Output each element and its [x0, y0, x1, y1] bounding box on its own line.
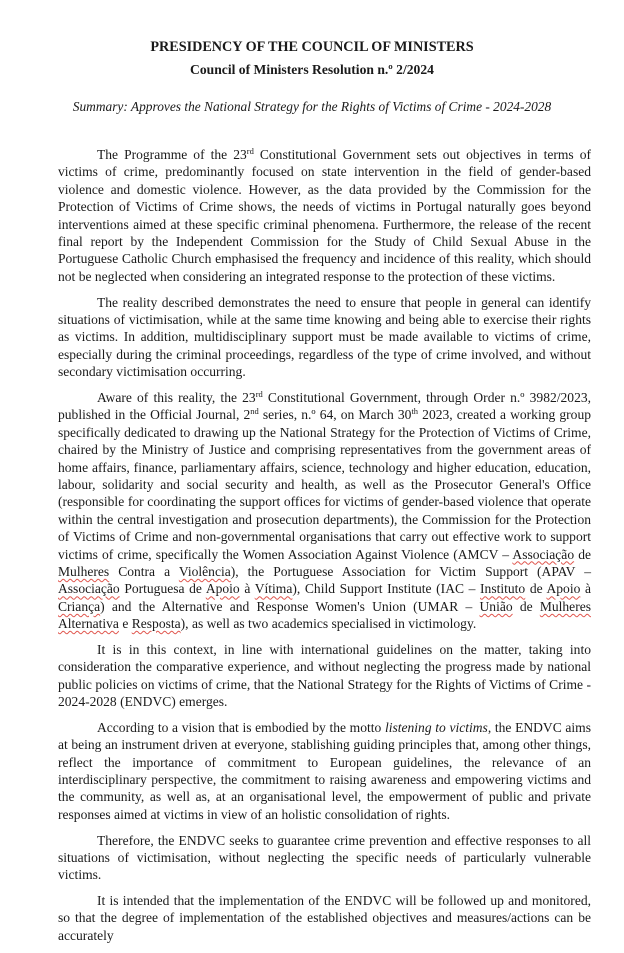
text: de	[525, 581, 547, 597]
document-heading: PRESIDENCY OF THE COUNCIL OF MINISTERS	[150, 39, 474, 55]
text: Contra a	[109, 563, 179, 579]
spellcheck-word[interactable]: Associação	[512, 546, 575, 562]
spellcheck-word[interactable]: Mulheres	[58, 563, 110, 579]
paragraph-7: It is intended that the implementation of the ENDVC will be followed up and monitored, so that the degree of implementation of the established objectives and measures/actions can be accurately	[58, 893, 591, 943]
paragraph-1	[58, 146, 591, 285]
text: According to a vision that is embodied by the motto	[97, 719, 385, 735]
superscript: rd	[255, 388, 263, 399]
text: de	[574, 546, 591, 562]
text: à	[239, 581, 255, 597]
superscript: rd	[246, 146, 254, 156]
text: ), the Portuguese Association for Victim Support (APAV –	[230, 563, 591, 579]
paragraph-5	[58, 719, 591, 823]
spellcheck-word[interactable]: Instituto	[480, 581, 526, 597]
summary: Summary: Approves the National Strategy for the Rights of Victims of Crime - 2024-2028	[72, 99, 552, 114]
paragraph-6: Therefore, the ENDVC seeks to guarantee crime prevention and effective responses to all situations of victimisation, without neglecting the specific needs of particularly vulnerable victims.	[58, 832, 591, 883]
paragraph-3	[58, 389, 591, 633]
text: Aware of this reality, the 23	[97, 389, 256, 405]
paragraph-2: The reality described demonstrates the need to ensure that people in general can identify situations of victimisation, while at the same time knowing and being able to exercise their rights as victims. In addition, multidisciplinary support must be made available to victims of crime, especially during the criminal proceedings, regardless of the type of crime involved, and without secondary victimisation occurring.	[58, 294, 591, 380]
spellcheck-word[interactable]: União	[479, 598, 513, 614]
spellcheck-word[interactable]: Mulheres	[539, 598, 591, 614]
motto: listening to victims	[384, 719, 488, 735]
spellcheck-word[interactable]: Apoio	[546, 581, 581, 597]
superscript: nd	[250, 406, 259, 417]
text: series, n.º 64, on March 30	[258, 407, 412, 423]
text: , the ENDVC aims at being an instrument driven at everyone, stablishing guiding principles that, among other things, reflect the importance of commitment to European guidelines, the relevance of an interdisciplinary perspective, the commitment to raising awareness and empowering victims and the community, as well as, at an organisational level, the empowerment of public and private responses aimed at victims in view of an holistic consolidation of rights.	[58, 719, 591, 822]
spellcheck-word[interactable]: Vítima	[254, 581, 293, 597]
text: The Programme of the 23	[97, 147, 247, 162]
text: ), Child Support Institute (IAC –	[292, 581, 481, 597]
spellcheck-word[interactable]: Apoio	[205, 581, 240, 597]
text: ), as well as two academics specialised in victimology.	[180, 616, 477, 632]
text: Portuguesa de	[119, 581, 206, 597]
text: ) and the Alternative and Response Women's Union (UMAR –	[100, 598, 480, 614]
text: à	[580, 581, 592, 597]
text: e	[118, 616, 132, 632]
text: Constitutional Government sets out objectives in terms of victims of crime, predominantly focused on state intervention in the field of gender-based violence and domestic violence. However, as the data provided by the Commission for the Protection of Victims of Crime shows, the needs of victims in Portugal naturally goes beyond interventions aimed at these specific criminal phenomena. Furthermore, the release of the recent final report by the Independent Commission for the Study of Child Sexual Abuse in the Portuguese Catholic Church emphasised the frequency and incidence of this reality, which should not be neglected when considering an integrated response to the protection of these victims.	[58, 147, 591, 284]
text: 2023, created a working group specifically dedicated to drawing up the National Strategy for the Protection of Victims of Crime, chaired by the Ministry of Justice and comprising representatives from the government areas of home affairs, finance, parliamentary affairs, science, technology and higher education, education, labour, solidarity and social security and health, as well as the Prosecutor General's Office (responsible for coordinating the support offices for victims of gender-based violence that operate within the central investigation and prosecution departments), the Commission for the Protection of Victims of Crime and non-governmental organisations that carry out effective work to support victims of crime, specifically the Women Association Against Violence (AMCV –	[58, 407, 591, 562]
spellcheck-word[interactable]: Associação	[58, 581, 120, 597]
paragraph-4: It is in this context, in line with international guidelines on the matter, taking into consideration the comparative experience, and without neglecting the progress made by national public policies on victims of crime, that the National Strategy for the Rights of Victims of Crime - 2024-2028 (ENDVC) emerges.	[58, 641, 591, 710]
text: Constitutional Government, through Order n.º 3982/2023, published in the Official Journal, 2	[58, 389, 591, 423]
spellcheck-word[interactable]: Criança	[58, 598, 101, 614]
superscript: th	[411, 406, 419, 417]
spellcheck-word[interactable]: Violência	[178, 563, 231, 579]
text: de	[512, 598, 540, 614]
spellcheck-word[interactable]: Alternativa	[58, 616, 119, 632]
resolution-title: Council of Ministers Resolution n.º 2/2024	[190, 62, 434, 77]
document-body	[58, 146, 591, 953]
spellcheck-word[interactable]: Resposta	[131, 616, 181, 632]
